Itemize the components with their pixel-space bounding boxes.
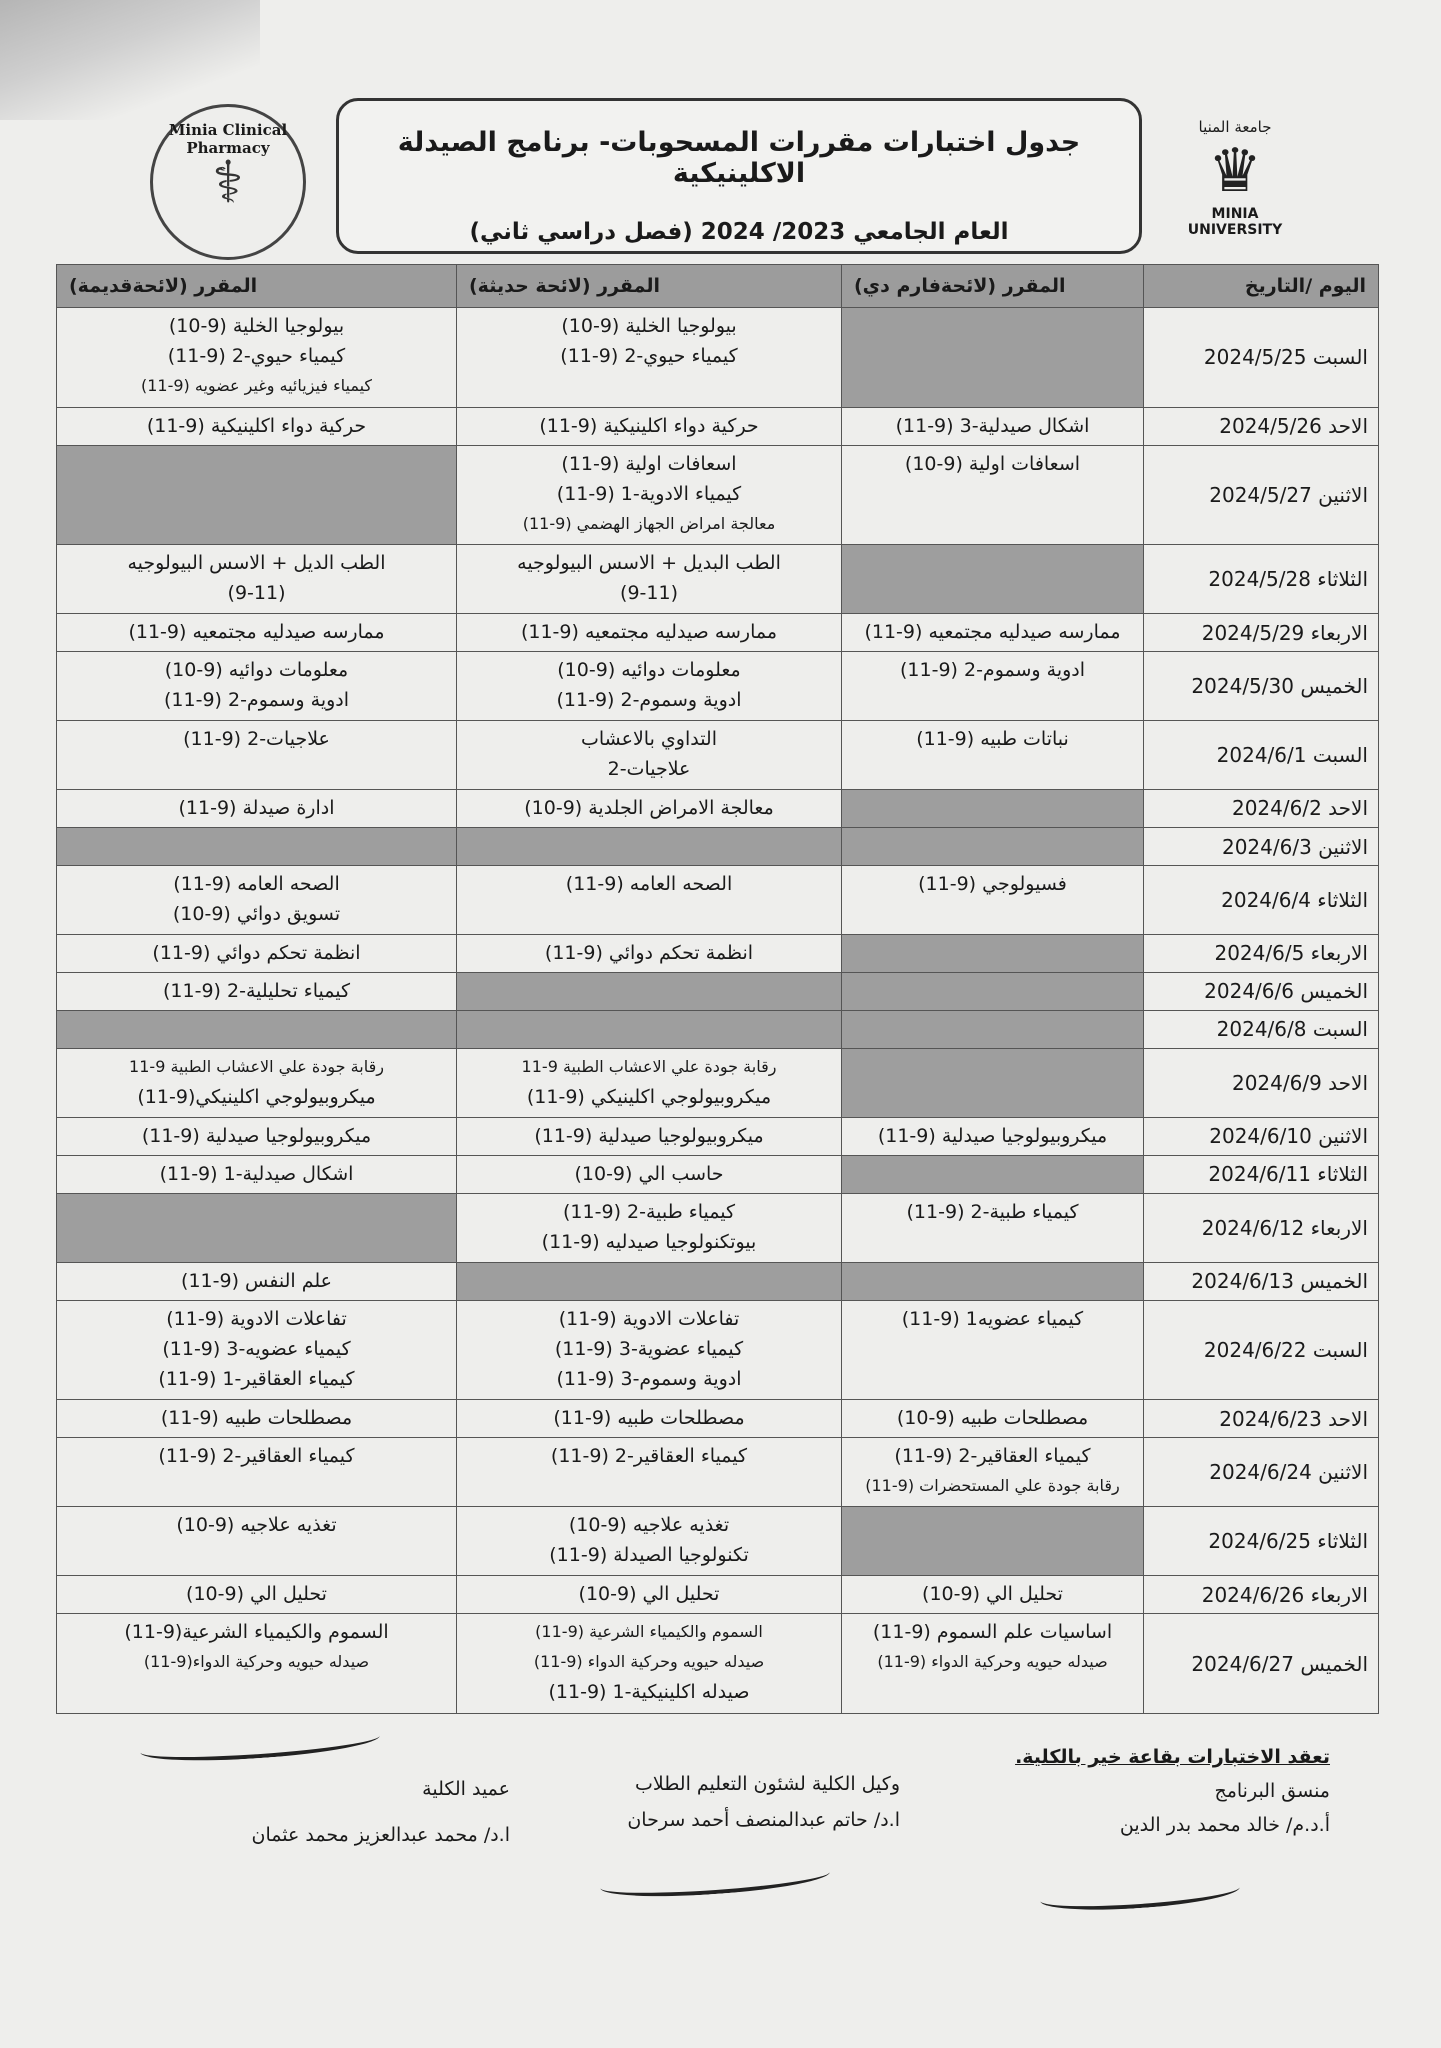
- new-course-cell: [457, 1576, 842, 1614]
- new-course-cell: [457, 1400, 842, 1438]
- day-date-cell: الاثنين 2024/5/27: [1144, 445, 1379, 545]
- course-line: صيدله حيويه وحركية الدواء (9-11): [877, 1652, 1108, 1672]
- pharmd-course-cell: [842, 828, 1144, 866]
- table-row: [57, 828, 1379, 866]
- course-line: حاسب الي (9-10): [574, 1162, 724, 1185]
- course-line: علم النفس (9-11): [181, 1269, 332, 1292]
- table-row: [57, 614, 1379, 652]
- day-date-cell: الثلاثاء 2024/5/28: [1144, 545, 1379, 614]
- course-line: بيولوجيا الخلية (9-10): [168, 315, 345, 337]
- course-line: صيدله حيويه وحركية الدواء (9-11): [533, 1652, 765, 1672]
- pharmd-course-cell: [842, 866, 1144, 935]
- course-line: ادوية وسموم-2 (9-11): [899, 659, 1086, 682]
- day-date-cell: الاثنين 2024/6/24: [1144, 1438, 1379, 1507]
- vice-dean-title: وكيل الكلية لشئون التعليم الطلاب: [634, 1773, 900, 1795]
- old-course-cell: [57, 721, 457, 790]
- course-line: انظمة تحكم دوائي (9-11): [152, 941, 361, 964]
- course-line: رقابة جودة علي الاعشاب الطبية 9-11: [129, 1056, 384, 1076]
- course-line: اسعافات اولية (9-10): [904, 452, 1081, 475]
- new-course-cell: [457, 1117, 842, 1155]
- old-course-cell: [57, 445, 457, 545]
- pharmd-course-cell: [842, 1193, 1144, 1262]
- old-course-cell: [57, 866, 457, 935]
- pharmd-course-cell: [842, 1507, 1144, 1576]
- course-line: معالجة امراض الجهاز الهضمي (9-11): [522, 513, 776, 533]
- table-row: [57, 1010, 1379, 1048]
- table-row: [57, 652, 1379, 721]
- course-line: كيمياء حيوي-2 (9-11): [560, 345, 738, 367]
- course-line: صيدله اكلينيكية-1 (9-11): [548, 1681, 750, 1704]
- pharmd-course-cell: [842, 445, 1144, 545]
- clinical-pharmacy-logo: [150, 104, 306, 260]
- day-date-cell: الاربعاء 2024/6/26: [1144, 1576, 1379, 1614]
- nefertiti-icon: ♛: [1208, 136, 1262, 206]
- course-line: رقابة جودة علي الاعشاب الطبية 9-11: [521, 1056, 777, 1076]
- old-course-cell: [57, 1010, 457, 1048]
- course-line: اسعافات اولية (9-11): [561, 452, 737, 475]
- course-line: ميكروبيولوجي اكلينيكي(9-11): [137, 1085, 376, 1108]
- day-date-cell: الثلاثاء 2024/6/25: [1144, 1507, 1379, 1576]
- new-course-cell: [457, 652, 842, 721]
- course-line: تفاعلات الادوية (9-11): [558, 1307, 740, 1330]
- day-date-cell: السبت 2024/5/25: [1144, 308, 1379, 408]
- course-line: كيمياء العقاقير-2 (9-11): [894, 1445, 1091, 1468]
- header-pharmd: المقرر (لائحةفارم دي): [842, 265, 1144, 308]
- new-course-cell: [457, 1155, 842, 1193]
- new-course-cell: [457, 445, 842, 545]
- course-line: اشكال صيدلية-3 (9-11): [895, 414, 1090, 437]
- old-course-cell: [57, 614, 457, 652]
- table-row: [57, 445, 1379, 545]
- day-date-cell: الثلاثاء 2024/6/11: [1144, 1155, 1379, 1193]
- day-date-cell: الاحد 2024/6/23: [1144, 1400, 1379, 1438]
- course-line: اشكال صيدلية-1 (9-11): [159, 1162, 354, 1185]
- day-date-cell: السبت 2024/6/22: [1144, 1300, 1379, 1400]
- old-course-cell: [57, 1614, 457, 1714]
- course-line: تغذيه علاجيه (9-10): [176, 1514, 337, 1537]
- course-line: تفاعلات الادوية (9-11): [166, 1307, 347, 1330]
- course-line: كيمياء عضوية-3 (9-11): [554, 1337, 744, 1360]
- course-line: كيمياء عضويه1 (9-11): [901, 1307, 1084, 1330]
- table-row: [57, 407, 1379, 445]
- table-row: [57, 972, 1379, 1010]
- course-line: كيمياء عضويه-3 (9-11): [162, 1337, 351, 1360]
- table-row: [57, 1117, 1379, 1155]
- course-line: فسيولوجي (9-11): [918, 873, 1067, 896]
- coordinator-title: منسق البرنامج: [1214, 1780, 1330, 1802]
- course-line: معالجة الامراض الجلدية (9-10): [524, 796, 774, 819]
- logo-left-text: Minia Clinical Pharmacy: [168, 121, 288, 157]
- course-line: معلومات دوائيه (9-10): [164, 659, 349, 682]
- document-subtitle: العام الجامعي 2023/ 2024 (فصل دراسي ثاني): [469, 219, 1009, 245]
- new-course-cell: [457, 1438, 842, 1507]
- course-line: ميكروبيولوجيا صيدلية (9-11): [534, 1124, 764, 1147]
- vice-dean-name: ا.د/ حاتم عبدالمنصف أحمد سرحان: [627, 1809, 900, 1831]
- course-line: السموم والكيمياء الشرعية(9-11): [124, 1621, 389, 1644]
- table-row: [57, 308, 1379, 408]
- course-line: علاجيات-2 (9-11): [183, 728, 330, 751]
- course-line: كيمياء العقاقير-1 (9-11): [158, 1367, 355, 1390]
- course-line: (9-11): [620, 582, 678, 605]
- course-line: حركية دواء اكلينيكية (9-11): [146, 414, 367, 437]
- course-line: حركية دواء اكلينيكية (9-11): [539, 414, 759, 437]
- pharmd-course-cell: [842, 1300, 1144, 1400]
- pharmd-course-cell: [842, 1262, 1144, 1300]
- pharmd-course-cell: [842, 407, 1144, 445]
- course-line: ادوية وسموم-2 (9-11): [163, 689, 350, 712]
- course-line: ادوية وسموم-2 (9-11): [556, 689, 742, 712]
- table-row: [57, 1300, 1379, 1400]
- pharmd-course-cell: [842, 934, 1144, 972]
- pharmd-course-cell: [842, 1576, 1144, 1614]
- pharmd-course-cell: [842, 721, 1144, 790]
- new-course-cell: [457, 614, 842, 652]
- course-line: كيمياء العقاقير-2 (9-11): [550, 1445, 748, 1468]
- course-line: بيوتكنولوجيا صيدليه (9-11): [541, 1230, 757, 1253]
- dean-title: عميد الكلية: [422, 1778, 510, 1800]
- course-line: الصحه العامه (9-11): [173, 873, 340, 896]
- day-date-cell: الخميس 2024/6/13: [1144, 1262, 1379, 1300]
- new-course-cell: [457, 1048, 842, 1117]
- pharmd-course-cell: [842, 789, 1144, 827]
- course-line: مصطلحات طبيه (9-10): [896, 1407, 1089, 1430]
- day-date-cell: الاثنين 2024/6/3: [1144, 828, 1379, 866]
- day-date-cell: الاربعاء 2024/6/12: [1144, 1193, 1379, 1262]
- new-course-cell: [457, 866, 842, 935]
- course-line: ادوية وسموم-3 (9-11): [556, 1367, 742, 1390]
- pharmd-course-cell: [842, 652, 1144, 721]
- title-box: [336, 98, 1142, 254]
- old-course-cell: [57, 828, 457, 866]
- pharmd-course-cell: [842, 1400, 1144, 1438]
- table-row: [57, 1576, 1379, 1614]
- course-line: معلومات دوائيه (9-10): [557, 659, 741, 682]
- course-line: الصحه العامه (9-11): [565, 873, 733, 896]
- new-course-cell: [457, 934, 842, 972]
- course-line: بيولوجيا الخلية (9-10): [561, 315, 737, 337]
- table-row: [57, 934, 1379, 972]
- course-line: ادارة صيدلة (9-11): [178, 796, 335, 819]
- new-course-cell: [457, 1507, 842, 1576]
- old-course-cell: [57, 1117, 457, 1155]
- course-line: الطب الديل + الاسس البيولوجيه: [127, 552, 386, 575]
- day-date-cell: الاربعاء 2024/6/5: [1144, 934, 1379, 972]
- course-line: رقابة جودة علي المستحضرات (9-11): [865, 1476, 1120, 1496]
- table-row: [57, 1262, 1379, 1300]
- old-course-cell: [57, 1400, 457, 1438]
- pharmd-course-cell: [842, 1117, 1144, 1155]
- old-course-cell: [57, 1262, 457, 1300]
- document-title: جدول اختبارات مقررات المسحوبات- برنامج الصيدلة الاكلينيكية: [397, 127, 1081, 189]
- new-course-cell: [457, 1193, 842, 1262]
- old-course-cell: [57, 1300, 457, 1400]
- course-line: اساسيات علم السموم (9-11): [872, 1621, 1113, 1644]
- course-line: ميكروبيولوجي اكلينيكي (9-11): [526, 1085, 772, 1108]
- pharmd-course-cell: [842, 308, 1144, 408]
- old-course-cell: [57, 407, 457, 445]
- course-line: صيدله حيويه وحركية الدواء(9-11): [143, 1652, 370, 1672]
- header-old: المقرر (لائحةقديمة): [57, 265, 457, 308]
- coordinator-name: أ.د.م/ خالد محمد بدر الدين: [1119, 1814, 1330, 1836]
- old-course-cell: [57, 934, 457, 972]
- new-course-cell: [457, 407, 842, 445]
- coordinator-block: [1000, 1740, 1330, 1842]
- pharmd-course-cell: [842, 1438, 1144, 1507]
- vice-dean-block: [500, 1766, 900, 1838]
- caduceus-icon: ⚕: [212, 148, 244, 216]
- old-course-cell: [57, 1048, 457, 1117]
- pharmd-course-cell: [842, 1614, 1144, 1714]
- course-line: كيمياء حيوي-2 (9-11): [167, 345, 346, 367]
- new-course-cell: [457, 789, 842, 827]
- day-date-cell: الخميس 2024/6/6: [1144, 972, 1379, 1010]
- course-line: كيمياء تحليلية-2 (9-11): [162, 979, 350, 1002]
- course-line: كيمياء فيزيائيه وغير عضويه (9-11): [140, 376, 373, 395]
- course-line: كيمياء العقاقير-2 (9-11): [158, 1445, 355, 1468]
- old-course-cell: [57, 308, 457, 408]
- dean-name: ا.د/ محمد عبدالعزيز محمد عثمان: [251, 1824, 510, 1846]
- old-course-cell: [57, 1576, 457, 1614]
- course-line: الطب البديل + الاسس البيولوجيه: [517, 552, 781, 575]
- course-line: تغذيه علاجيه (9-10): [568, 1514, 730, 1537]
- dean-signature: [139, 1722, 380, 1767]
- course-line: تحليل الي (9-10): [922, 1583, 1063, 1606]
- course-line: مصطلحات طبيه (9-11): [553, 1407, 745, 1430]
- old-course-cell: [57, 545, 457, 614]
- course-line: ممارسه صيدليه مجتمعيه (9-11): [128, 621, 385, 644]
- course-line: تحليل الي (9-10): [186, 1583, 327, 1606]
- pharmd-course-cell: [842, 972, 1144, 1010]
- day-date-cell: السبت 2024/6/1: [1144, 721, 1379, 790]
- logo-right-bottom: MINIA UNIVERSITY: [1187, 206, 1283, 238]
- pharmd-course-cell: [842, 1048, 1144, 1117]
- pharmd-course-cell: [842, 614, 1144, 652]
- old-course-cell: [57, 1438, 457, 1507]
- new-course-cell: [457, 828, 842, 866]
- new-course-cell: [457, 1010, 842, 1048]
- old-course-cell: [57, 1155, 457, 1193]
- course-line: كيمياء طبية-2 (9-11): [563, 1200, 735, 1223]
- course-line: ميكروبيولوجيا صيدلية (9-11): [877, 1124, 1108, 1147]
- course-line: تكنولوجيا الصيدلة (9-11): [549, 1544, 749, 1567]
- vice-dean-signature: [599, 1858, 830, 1902]
- old-course-cell: [57, 972, 457, 1010]
- minia-university-logo: [1165, 118, 1305, 248]
- course-line: كيمياء طبية-2 (9-11): [906, 1200, 1079, 1223]
- table-row: [57, 1155, 1379, 1193]
- table-row: [57, 1048, 1379, 1117]
- course-line: تحليل الي (9-10): [578, 1583, 720, 1606]
- table-row: [57, 545, 1379, 614]
- old-course-cell: [57, 789, 457, 827]
- new-course-cell: [457, 972, 842, 1010]
- course-line: ممارسه صيدليه مجتمعيه (9-11): [864, 621, 1121, 644]
- scan-shadow: [0, 0, 260, 120]
- day-date-cell: الاحد 2024/6/9: [1144, 1048, 1379, 1117]
- table-row: [57, 1438, 1379, 1507]
- course-line: التداوي بالاعشاب: [580, 728, 717, 751]
- old-course-cell: [57, 1507, 457, 1576]
- pharmd-course-cell: [842, 1010, 1144, 1048]
- day-date-cell: الاحد 2024/5/26: [1144, 407, 1379, 445]
- day-date-cell: الاثنين 2024/6/10: [1144, 1117, 1379, 1155]
- day-date-cell: الخميس 2024/6/27: [1144, 1614, 1379, 1714]
- course-line: تسويق دوائي (9-10): [172, 903, 341, 926]
- logo-right-top: جامعة المنيا: [1198, 118, 1272, 136]
- header-new: المقرر (لائحة حديثة): [457, 265, 842, 308]
- day-date-cell: الخميس 2024/5/30: [1144, 652, 1379, 721]
- new-course-cell: [457, 721, 842, 790]
- header-day: اليوم /التاريخ: [1144, 265, 1379, 308]
- course-line: ميكروبيولوجيا صيدلية (9-11): [141, 1124, 372, 1147]
- day-date-cell: الاحد 2024/6/2: [1144, 789, 1379, 827]
- new-course-cell: [457, 1262, 842, 1300]
- table-row: [57, 1193, 1379, 1262]
- exam-schedule-table: [56, 264, 1379, 1714]
- course-line: السموم والكيمياء الشرعية (9-11): [535, 1622, 763, 1642]
- table-row: [57, 789, 1379, 827]
- pharmd-course-cell: [842, 545, 1144, 614]
- table-header-row: [57, 265, 1379, 308]
- table-row: [57, 1400, 1379, 1438]
- table-row: [57, 866, 1379, 935]
- course-line: مصطلحات طبيه (9-11): [160, 1407, 353, 1430]
- old-course-cell: [57, 1193, 457, 1262]
- new-course-cell: [457, 308, 842, 408]
- day-date-cell: الاربعاء 2024/5/29: [1144, 614, 1379, 652]
- old-course-cell: [57, 652, 457, 721]
- course-line: ممارسه صيدليه مجتمعيه (9-11): [520, 621, 778, 644]
- course-line: (9-11): [227, 582, 286, 605]
- course-line: انظمة تحكم دوائي (9-11): [544, 941, 754, 964]
- table-row: [57, 721, 1379, 790]
- course-line: كيمياء الادوية-1 (9-11): [556, 482, 742, 505]
- day-date-cell: الثلاثاء 2024/6/4: [1144, 866, 1379, 935]
- exam-venue-note: تعقد الاختبارات بقاعة خير بالكلية.: [1015, 1746, 1330, 1768]
- pharmd-course-cell: [842, 1155, 1144, 1193]
- new-course-cell: [457, 1614, 842, 1714]
- coordinator-signature: [1039, 1873, 1240, 1915]
- dean-block: [90, 1766, 510, 1858]
- course-line: علاجيات-2: [607, 758, 691, 781]
- new-course-cell: [457, 1300, 842, 1400]
- day-date-cell: السبت 2024/6/8: [1144, 1010, 1379, 1048]
- table-row: [57, 1507, 1379, 1576]
- new-course-cell: [457, 545, 842, 614]
- table-row: [57, 1614, 1379, 1714]
- course-line: نباتات طبيه (9-11): [916, 728, 1069, 751]
